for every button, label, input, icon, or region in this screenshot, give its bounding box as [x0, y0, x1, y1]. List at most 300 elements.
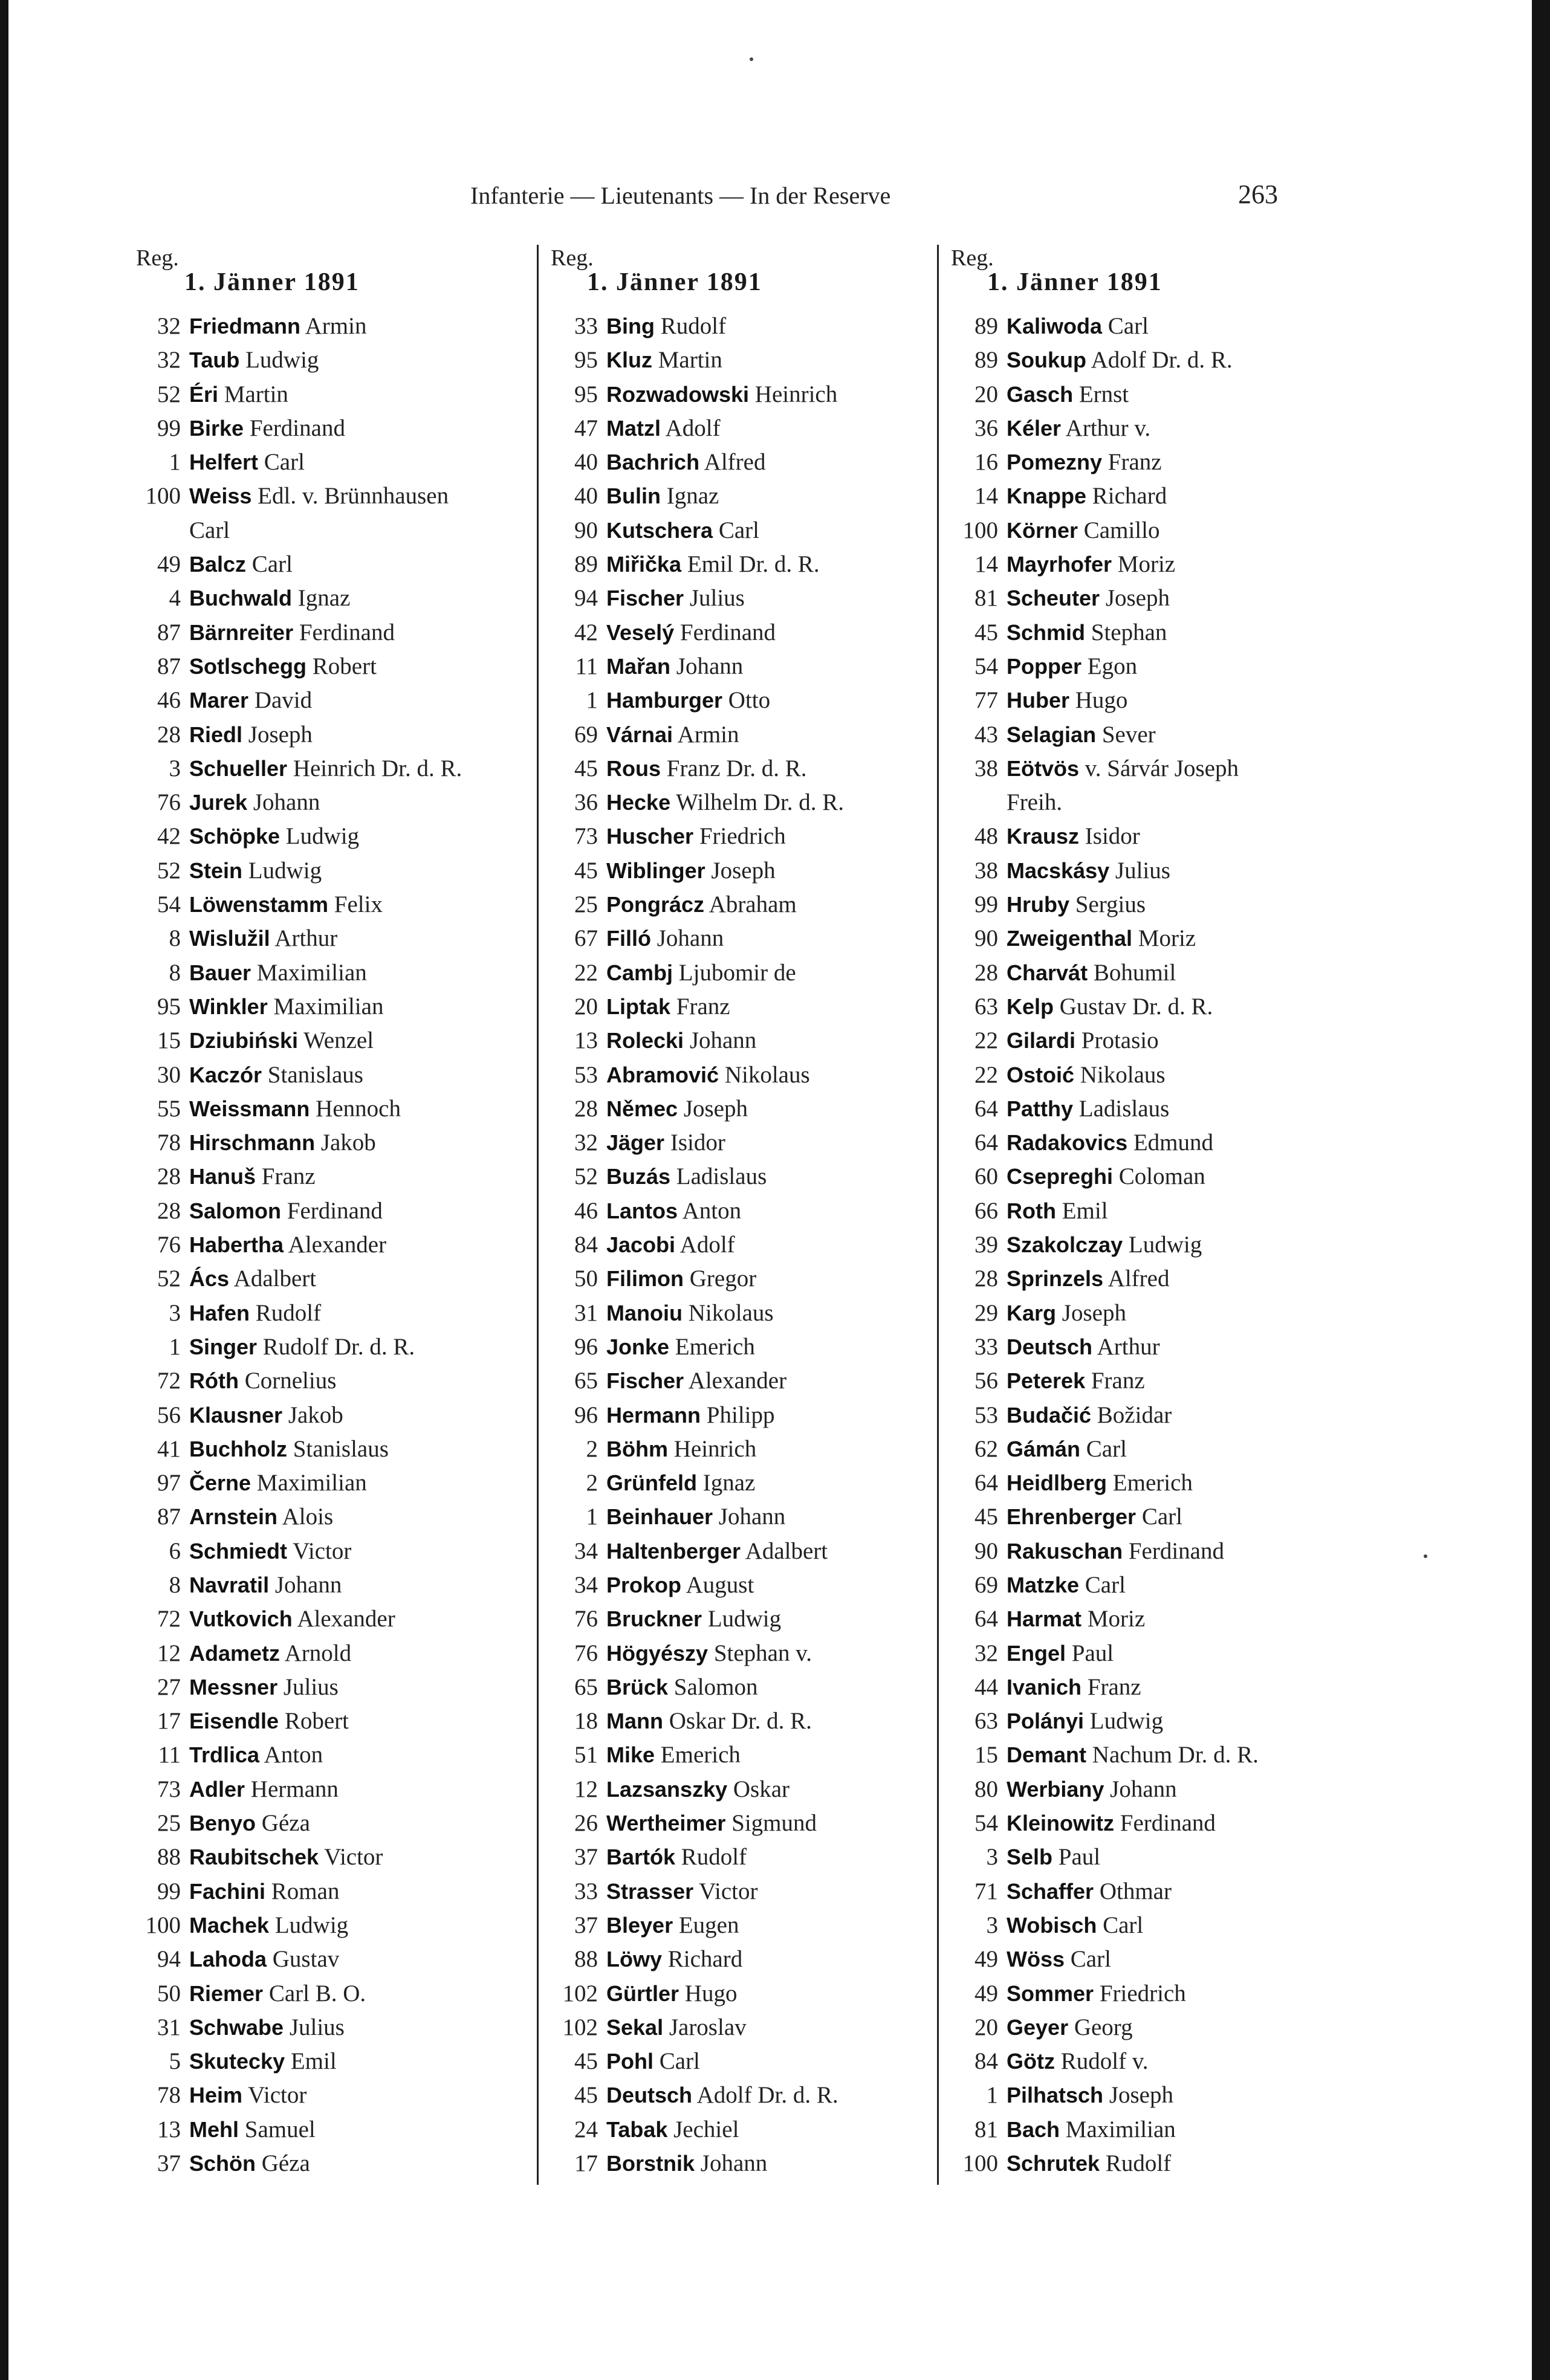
- regiment-number: 100: [962, 2150, 998, 2177]
- regiment-number: 22: [974, 1027, 998, 1054]
- regiment-number: 8: [169, 1571, 181, 1598]
- given-name: Ludwig: [1089, 1708, 1164, 1735]
- regiment-number: 13: [574, 1027, 598, 1054]
- surname: Balcz: [189, 552, 247, 577]
- surname: Friedmann: [189, 314, 301, 338]
- list-entry: [939, 2147, 1362, 2181]
- surname: Budačić: [1007, 1402, 1092, 1428]
- given-name: Ignaz: [297, 585, 351, 612]
- list-entry: [539, 1194, 938, 1228]
- given-name: Carl: [1086, 1435, 1127, 1462]
- list-entry: [136, 1942, 535, 1976]
- surname: Cambj: [606, 960, 673, 985]
- list-entry: [539, 1704, 938, 1738]
- given-name: Victor: [324, 1844, 383, 1871]
- given-name: Robert: [284, 1708, 349, 1735]
- given-name: Oskar: [733, 1776, 790, 1802]
- surname: Mařan: [606, 653, 671, 679]
- regiment-number: 34: [574, 1538, 598, 1564]
- surname: Weissmann: [189, 1096, 310, 1121]
- given-name: Stanislaus: [267, 1061, 363, 1088]
- given-name: Gustav Dr. d. R.: [1059, 993, 1213, 1020]
- regiment-number: 41: [157, 1435, 181, 1462]
- surname: Deutsch: [1007, 1334, 1093, 1359]
- list-entry: [939, 378, 1362, 412]
- regiment-number: 40: [574, 449, 598, 476]
- list-entry: [939, 1058, 1362, 1092]
- surname: Sommer: [1007, 1981, 1094, 2006]
- given-name: Carl: [1141, 1504, 1182, 1530]
- surname: Bärnreiter: [189, 619, 294, 645]
- list-entry: [539, 1840, 938, 1874]
- list-entry: [136, 1160, 535, 1194]
- list-entry: [136, 581, 535, 615]
- regiment-number: 20: [974, 381, 998, 407]
- given-name: Carl: [264, 449, 305, 476]
- surname: Birke: [189, 415, 244, 441]
- regiment-number: 71: [974, 1878, 998, 1904]
- regiment-number: 30: [157, 1061, 181, 1088]
- list-entry: [539, 1160, 938, 1194]
- regiment-number: 37: [157, 2150, 181, 2177]
- surname: Borstnik: [606, 2151, 695, 2176]
- surname: Götz: [1007, 2049, 1055, 2074]
- surname: Grünfeld: [606, 1470, 697, 1496]
- list-entry: [539, 650, 938, 684]
- page-number: 263: [1238, 179, 1278, 209]
- regiment-number: 29: [974, 1299, 998, 1326]
- regiment-number: 38: [974, 755, 998, 781]
- list-entry: [539, 1602, 938, 1636]
- list-entry: [539, 2045, 938, 2078]
- surname: Ivanich: [1007, 1674, 1082, 1699]
- given-name: Johann: [657, 925, 724, 952]
- given-name: Hugo: [684, 1980, 738, 2007]
- surname: Lazsanszky: [606, 1776, 728, 1802]
- list-entry: [136, 2147, 535, 2181]
- regiment-number: 56: [157, 1402, 181, 1428]
- regiment-number: 65: [574, 1368, 598, 1394]
- list-entry: [939, 854, 1362, 888]
- surname: Buchholz: [189, 1436, 287, 1461]
- officer-list: [539, 309, 938, 2181]
- list-entry: [539, 786, 938, 820]
- regiment-number: 28: [974, 959, 998, 986]
- regiment-number: 64: [974, 1095, 998, 1122]
- surname: Geyer: [1007, 2014, 1069, 2040]
- surname: Bing: [606, 314, 655, 338]
- given-name: Nikolaus: [1080, 1061, 1166, 1088]
- regiment-number: 81: [974, 585, 998, 612]
- given-name: Ludwig: [274, 1912, 349, 1938]
- list-entry: [539, 718, 938, 752]
- surname: Prokop: [606, 1572, 682, 1597]
- list-entry: [539, 2147, 938, 2181]
- list-entry: [136, 378, 535, 412]
- regiment-number: 31: [157, 2014, 181, 2040]
- list-entry: [136, 922, 535, 956]
- regiment-number: 96: [574, 1333, 598, 1360]
- surname: Trdlica: [189, 1742, 260, 1768]
- list-entry: [539, 1806, 938, 1840]
- surname: Wertheimer: [606, 1811, 726, 1836]
- surname: Rakuschan: [1007, 1538, 1123, 1563]
- regiment-number: 52: [574, 1163, 598, 1190]
- surname: Eisendle: [189, 1709, 279, 1734]
- given-name: Ladislaus: [676, 1163, 767, 1190]
- surname: Heim: [189, 2083, 243, 2108]
- list-entry: [539, 1942, 938, 1976]
- surname: Fachini: [189, 1878, 266, 1904]
- given-name: Rudolf: [1105, 2150, 1172, 2177]
- given-name: Samuel: [244, 2116, 316, 2142]
- list-entry: [136, 1909, 535, 1942]
- surname: Machek: [189, 1912, 270, 1938]
- regiment-number: 69: [974, 1571, 998, 1598]
- list-entry: [539, 820, 938, 853]
- list-entry: [136, 820, 535, 853]
- surname: Manoiu: [606, 1300, 683, 1325]
- list-entry: [539, 1364, 938, 1398]
- list-entry: [539, 1466, 938, 1500]
- surname: Wöss: [1007, 1947, 1065, 1972]
- surname: Wiblinger: [606, 858, 705, 883]
- scan-edge-right: [1532, 0, 1550, 2380]
- surname: Liptak: [606, 994, 671, 1019]
- given-name: Paul: [1058, 1844, 1101, 1871]
- regiment-number: 8: [169, 959, 181, 986]
- surname: Buzás: [606, 1164, 671, 1189]
- list-entry: [939, 2045, 1362, 2078]
- given-name: Ernst: [1078, 381, 1129, 407]
- regiment-number: 90: [974, 1538, 998, 1564]
- list-entry: [939, 2113, 1362, 2147]
- regiment-number: 22: [574, 959, 598, 986]
- regiment-number: 12: [574, 1776, 598, 1802]
- surname: Jäger: [606, 1130, 665, 1156]
- list-entry: [539, 412, 938, 445]
- surname: Wislužil: [189, 926, 270, 951]
- given-name: Wenzel: [303, 1027, 374, 1054]
- surname: Kaliwoda: [1007, 314, 1103, 338]
- given-name: Georg: [1074, 2014, 1133, 2040]
- surname: Veselý: [606, 619, 675, 645]
- given-name: Maximilian: [273, 993, 384, 1020]
- regiment-number: 32: [157, 313, 181, 339]
- list-entry: [539, 1875, 938, 1909]
- regiment-number: 99: [157, 1878, 181, 1904]
- list-entry: [136, 1058, 535, 1092]
- regiment-number: 28: [157, 1163, 181, 1190]
- regiment-number: 13: [157, 2116, 181, 2142]
- given-name: Cornelius: [244, 1368, 337, 1394]
- list-entry: [939, 1773, 1362, 1806]
- given-name: Carl: [1107, 313, 1149, 339]
- surname: Abramović: [606, 1062, 719, 1087]
- given-name: Alfred: [704, 449, 766, 476]
- surname: Mehl: [189, 2116, 239, 2142]
- given-name: Alexander: [288, 1232, 387, 1258]
- regiment-number: 84: [974, 2048, 998, 2075]
- surname: Buchwald: [189, 586, 293, 611]
- list-entry: [539, 1534, 938, 1568]
- surname: Adler: [189, 1776, 245, 1802]
- surname: Engel: [1007, 1640, 1066, 1666]
- list-entry: [939, 412, 1362, 445]
- regiment-number: 5: [169, 2048, 181, 2075]
- regiment-number: 16: [974, 449, 998, 476]
- regiment-number: 11: [575, 653, 598, 679]
- list-entry: [939, 343, 1362, 377]
- regiment-number: 14: [974, 483, 998, 509]
- list-entry: [939, 1942, 1362, 1976]
- list-entry: [136, 786, 535, 820]
- list-entry: [939, 1977, 1362, 2011]
- given-name: Philipp: [706, 1402, 775, 1428]
- given-name: Armin: [677, 721, 739, 748]
- list-entry: [939, 1194, 1362, 1228]
- surname: Gilardi: [1007, 1028, 1076, 1053]
- list-entry: [136, 1262, 535, 1296]
- list-entry: [539, 1228, 938, 1262]
- list-entry: [136, 616, 535, 650]
- regiment-number: 89: [574, 551, 598, 578]
- regiment-number: 38: [974, 857, 998, 884]
- given-name: Ignaz: [666, 483, 719, 509]
- surname: Ehrenberger: [1007, 1504, 1137, 1530]
- list-entry: [939, 1160, 1362, 1194]
- list-entry: [136, 479, 535, 513]
- surname: Ács: [189, 1266, 230, 1292]
- regiment-number: 24: [574, 2116, 598, 2142]
- given-name: Franz: [1087, 1673, 1141, 1700]
- regiment-number: 62: [974, 1435, 998, 1462]
- list-entry: [136, 1568, 535, 1602]
- given-name: Rudolf: [660, 313, 727, 339]
- list-entry: [539, 309, 938, 343]
- given-name: Arthur v.: [1065, 415, 1151, 441]
- given-name: Emerich: [660, 1742, 741, 1768]
- regiment-number: 25: [157, 1810, 181, 1837]
- regiment-number: 100: [145, 483, 181, 509]
- surname: Hirschmann: [189, 1130, 316, 1156]
- regiment-number: 32: [574, 1130, 598, 1156]
- surname: Gürtler: [606, 1981, 679, 2006]
- given-name: Joseph: [1062, 1299, 1126, 1326]
- regiment-number: 48: [974, 823, 998, 850]
- regiment-number: 36: [974, 415, 998, 441]
- surname: Hanuš: [189, 1164, 256, 1189]
- list-entry: [539, 479, 938, 513]
- given-name: Felix: [334, 891, 383, 918]
- surname: Patthy: [1007, 1096, 1074, 1121]
- surname: Selb: [1007, 1845, 1053, 1870]
- regiment-number: 45: [574, 2082, 598, 2109]
- given-name: Abraham: [709, 891, 797, 918]
- regiment-number: 52: [157, 381, 181, 407]
- list-entry: [539, 922, 938, 956]
- list-entry: [939, 1262, 1362, 1296]
- given-name: Franz: [1091, 1368, 1145, 1394]
- list-entry: [939, 1875, 1362, 1909]
- list-entry: [539, 1024, 938, 1058]
- list-entry: [939, 1092, 1362, 1126]
- list-entry: [136, 1296, 535, 1330]
- surname: Pongrácz: [606, 892, 705, 917]
- regiment-number: 90: [974, 925, 998, 952]
- given-name: Géza: [261, 1810, 310, 1837]
- list-entry: [539, 1296, 938, 1330]
- surname: Jonke: [606, 1334, 670, 1359]
- column-3: [937, 245, 1362, 2185]
- given-name: Moriz: [1087, 1606, 1146, 1632]
- surname: Bauer: [189, 960, 251, 985]
- regiment-number: 3: [986, 1912, 998, 1938]
- given-name: Coloman: [1118, 1163, 1205, 1190]
- surname: Demant: [1007, 1742, 1087, 1768]
- given-name: Martin: [658, 347, 722, 373]
- given-name: Johann: [700, 2150, 768, 2177]
- surname: Mayrhofer: [1007, 552, 1112, 577]
- regiment-number: 54: [974, 653, 998, 679]
- list-entry: [136, 888, 535, 922]
- surname: Schrutek: [1007, 2151, 1100, 2176]
- regiment-number: 49: [974, 1980, 998, 2007]
- regiment-number: 34: [574, 1571, 598, 1598]
- list-entry: [136, 956, 535, 990]
- given-name: Egon: [1087, 653, 1138, 679]
- regiment-number: 3: [169, 1299, 181, 1326]
- list-entry: [539, 548, 938, 581]
- surname: Rous: [606, 755, 661, 781]
- regiment-number: 89: [974, 347, 998, 373]
- surname: Filló: [606, 926, 651, 951]
- regiment-number: 8: [169, 925, 181, 952]
- given-name: Sigmund: [731, 1810, 817, 1837]
- given-name: Richard: [667, 1946, 743, 1973]
- list-entry: [136, 1092, 535, 1126]
- list-entry: [939, 752, 1362, 786]
- given-name: Rudolf v.: [1060, 2048, 1149, 2075]
- regiment-number: 17: [574, 2150, 598, 2177]
- list-entry: [539, 616, 938, 650]
- regiment-number: 28: [157, 1197, 181, 1224]
- surname: Helfert: [189, 450, 259, 475]
- list-entry: [939, 1228, 1362, 1262]
- list-entry: [939, 1364, 1362, 1398]
- surname: Bleyer: [606, 1912, 673, 1938]
- surname: Högyészy: [606, 1640, 709, 1666]
- surname: Huscher: [606, 824, 694, 849]
- given-name: Maximilian: [1065, 2116, 1176, 2142]
- given-name: Franz: [676, 993, 730, 1020]
- given-name: Maximilian: [256, 1470, 367, 1496]
- regiment-number: 53: [574, 1061, 598, 1088]
- regiment-number: 37: [574, 1912, 598, 1938]
- given-name: Julius: [283, 1673, 339, 1700]
- surname: Taub: [189, 348, 240, 373]
- surname: Selagian: [1007, 722, 1097, 747]
- given-name: Moriz: [1117, 551, 1176, 578]
- given-name: Oskar Dr. d. R.: [669, 1708, 812, 1735]
- given-name: Ludwig: [248, 857, 322, 884]
- given-name: Alexander: [297, 1606, 395, 1632]
- list-entry: [136, 1364, 535, 1398]
- column-title: 1. Jänner 1891: [587, 268, 762, 296]
- given-name: Hermann: [250, 1776, 339, 1802]
- officer-list: [136, 309, 535, 2181]
- given-name: Victor: [293, 1538, 352, 1564]
- regiment-number: 66: [974, 1197, 998, 1224]
- given-name: Ferdinand: [299, 619, 395, 645]
- surname: Kelp: [1007, 994, 1054, 1019]
- regiment-number: 52: [157, 1266, 181, 1292]
- list-entry: [539, 581, 938, 615]
- list-entry: [539, 752, 938, 786]
- given-name: Ludwig: [245, 347, 319, 373]
- list-entry: [136, 445, 535, 479]
- regiment-number: 56: [974, 1368, 998, 1394]
- regiment-number: 17: [157, 1708, 181, 1735]
- regiment-number: 76: [157, 1232, 181, 1258]
- regiment-number: 3: [986, 1844, 998, 1871]
- given-name: Jaroslav: [669, 2014, 747, 2040]
- surname: Brück: [606, 1674, 669, 1699]
- list-entry: [939, 479, 1362, 513]
- list-entry: [136, 1602, 535, 1636]
- regiment-number: 99: [157, 415, 181, 441]
- given-name: Carl: [1103, 1912, 1144, 1938]
- regiment-number: 63: [974, 993, 998, 1020]
- regiment-number: 72: [157, 1606, 181, 1632]
- given-name: v. Sárvár Joseph: [1085, 755, 1239, 781]
- list-entry: [539, 2113, 938, 2147]
- list-entry: [539, 1058, 938, 1092]
- given-name: Joseph: [1105, 585, 1170, 612]
- list-entry: [539, 1637, 938, 1670]
- given-name: Camillo: [1083, 517, 1160, 543]
- regiment-number: 28: [574, 1095, 598, 1122]
- surname: Weiss: [189, 483, 252, 509]
- surname: Filimon: [606, 1266, 684, 1292]
- regiment-number: 42: [574, 619, 598, 645]
- given-name: Johann: [1110, 1776, 1177, 1802]
- reg-label: Reg.: [951, 245, 994, 271]
- list-entry: [939, 2011, 1362, 2045]
- regiment-number: 53: [974, 1402, 998, 1428]
- list-entry: [136, 684, 535, 717]
- list-entry: [539, 1977, 938, 2011]
- given-name: Jakob: [288, 1402, 343, 1428]
- list-entry: [939, 514, 1362, 548]
- given-name: Alexander: [688, 1368, 787, 1394]
- given-name: Protasio: [1081, 1027, 1159, 1054]
- given-name: Alois: [282, 1504, 334, 1530]
- surname: Körner: [1007, 517, 1078, 543]
- regiment-number: 54: [157, 891, 181, 918]
- list-entry: [939, 718, 1362, 752]
- list-entry: [539, 378, 938, 412]
- surname: Radakovics: [1007, 1130, 1128, 1156]
- list-entry: [939, 1399, 1362, 1432]
- surname: Benyo: [189, 1811, 256, 1836]
- regiment-number: 99: [974, 891, 998, 918]
- regiment-number: 51: [574, 1742, 598, 1768]
- surname: Lantos: [606, 1198, 678, 1223]
- given-name: Gustav: [272, 1946, 340, 1973]
- regiment-number: 90: [574, 517, 598, 543]
- list-entry: [539, 343, 938, 377]
